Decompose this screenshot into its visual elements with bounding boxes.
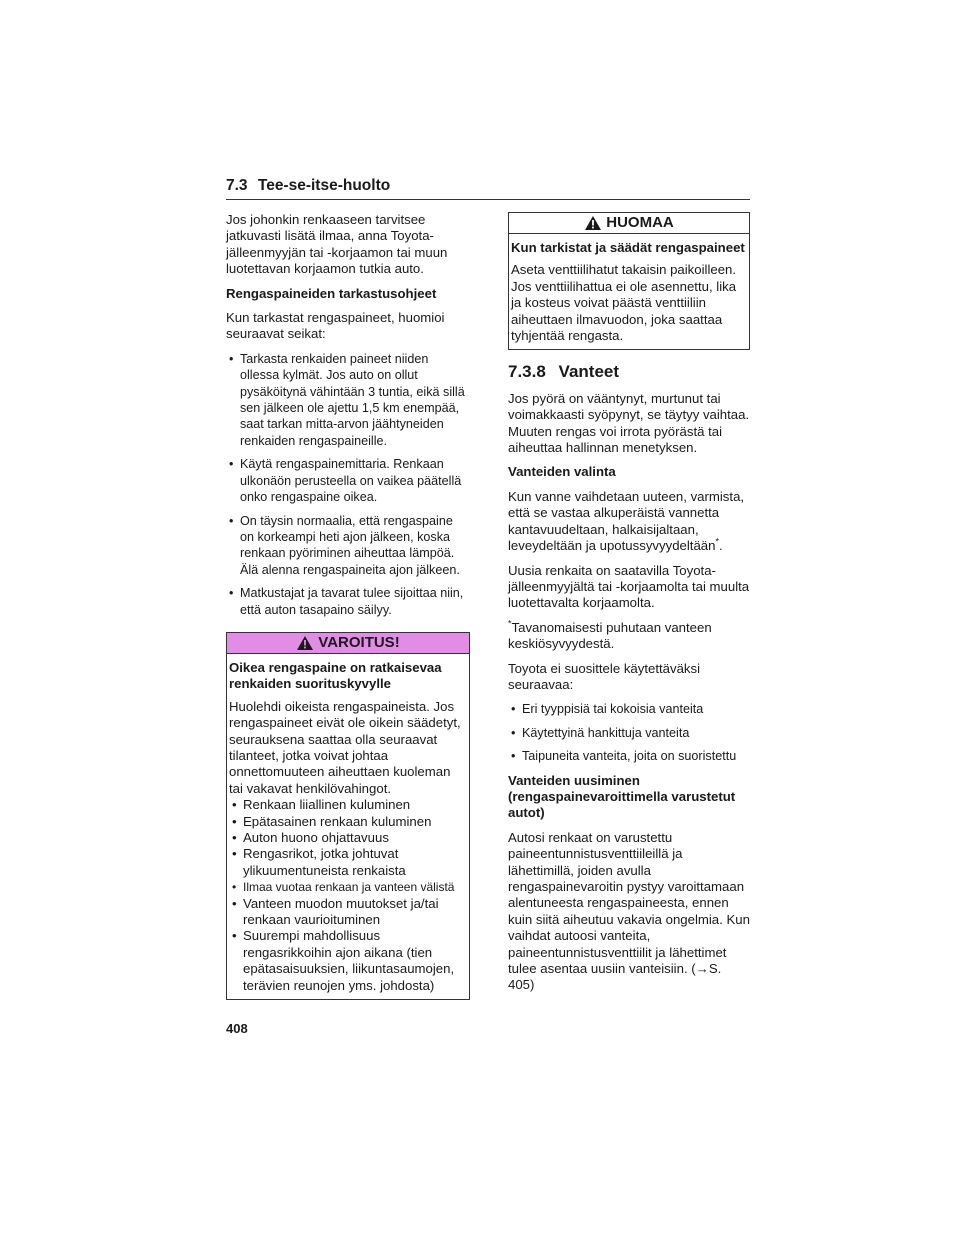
select-paragraph — [508, 489, 750, 555]
chapter-title: Tee-se-itse-huolto — [257, 177, 391, 194]
caution-heading: Kun tarkistat ja säädät rengaspaineet — [511, 240, 745, 255]
checks-list — [226, 351, 470, 618]
section-title — [508, 364, 750, 380]
right-column — [508, 212, 750, 1002]
footnote — [508, 620, 750, 653]
not-recommended-intro: Toyota ei suosittele käytettäväksi seuraavaa: — [508, 660, 701, 692]
warning-box — [226, 632, 470, 1000]
page-number: 408 — [226, 1021, 248, 1036]
caution-label: HUOMAA — [606, 213, 674, 231]
warning-triangle-icon — [296, 635, 314, 651]
list-item: • Matkustajat ja tavarat tulee sijoittaa niin, että auton tasapaino säilyy. — [226, 585, 470, 618]
period: . — [719, 538, 723, 554]
checks-heading: Rengaspaineiden tarkastusohjeet — [226, 285, 437, 301]
list-item: • Epätasainen renkaan kuluminen — [229, 814, 465, 830]
replace-heading: Vanteiden uusiminen (rengaspainevaroittimella varustetut autot) — [508, 772, 736, 821]
footnote-mark: * — [715, 536, 719, 547]
list-item: • Renkaan liiallinen kuluminen — [229, 797, 465, 813]
page-reference-link[interactable]: S. 405 — [508, 961, 722, 993]
arrow-icon: → — [695, 961, 709, 977]
warning-text: Huolehdi oikeista rengaspaineista. Jos rengaspaineet eivät ole oikein säädetyt, seurauksena saattaa olla seuraavat tilanteet, jotka voivat johtaa onnettomuuteen aiheuttaen kuoleman tai vakavat henkilövahingot. — [229, 698, 461, 796]
list-item: • Taipuneita vanteita, joita on suoristettu — [508, 748, 750, 764]
warning-list — [229, 797, 465, 994]
list-item: • Tarkasta renkaiden paineet niiden ollessa kylmät. Jos auto on ollut pysäköitynä vähintään 3 tuntia, eikä sillä sen jälkeen ole ajettu 1,5 km enempää, saat tarkan mitta-arvon jäähtyneiden renkaiden rengaspaineille. — [226, 351, 470, 449]
ref-close: ) — [530, 977, 535, 993]
list-item: • Ilmaa vuotaa renkaan ja vanteen välistä — [229, 879, 465, 895]
not-recommended-list — [508, 701, 750, 764]
caution-box — [508, 212, 750, 350]
list-item: • Eri tyyppisiä tai kokoisia vanteita — [508, 701, 750, 717]
wheels-paragraph: Jos pyörä on vääntynyt, murtunut tai voimakkaasti syöpynyt, se täytyy vaihtaa. Muuten rengas voi irrota pyörästä tai aiheuttaa hallinnan menetyksen. — [508, 390, 750, 456]
warning-heading: Oikea rengaspaine on ratkaisevaa renkaiden suorituskyvylle — [229, 659, 442, 692]
replace-paragraph — [508, 830, 750, 994]
warning-triangle-icon — [584, 215, 602, 231]
footnote-mark: * — [508, 618, 512, 629]
left-column — [226, 212, 470, 1000]
caution-text: Aseta venttiilihatut takaisin paikoilleen. Jos venttiilihattua ei ole asennettu, lika ja kosteus voivat päästä venttiiliin aiheuttaen ilmavuodon, joka saattaa tyhjentää rengasta. — [511, 262, 737, 344]
list-item: • Rengasrikot, jotka johtuvat ylikuumentuneista renkaista — [229, 846, 465, 879]
list-item: • Vanteen muodon muutokset ja/tai renkaan vaurioituminen — [229, 896, 465, 929]
new-wheels-paragraph: Uusia renkaita on saatavilla Toyota-jälleenmyyjältä tai -korjaamolta tai muulta luotettavalta korjaamolta. — [508, 562, 750, 611]
list-item: • On täysin normaalia, että rengaspaine on korkeampi heti ajon jälkeen, koska renkaan pyöriminen aiheuttaa lämpöä. Älä alenna rengaspaineita ajon jälkeen. — [226, 513, 470, 579]
section-title-text: Vanteet — [558, 362, 620, 382]
replace-text: Autosi renkaat on varustettu paineentunnistusventtiileillä ja lähettimillä, joiden avulla rengaspainevaroitin pystyy varoittamaan alentuneesta rengaspaineesta, ennen kuin siitä aiheutuu vakavia ongelmia. Kun vaihdat autoosi vanteita, paineentunnistusventtiilit ja lähettimet tulee asentaa uusiin vanteisiin. ( — [508, 829, 750, 977]
footnote-text: Tavanomaisesti puhutaan vanteen keskiösyvyydestä. — [508, 619, 712, 652]
list-item: • Käytä rengaspainemittaria. Renkaan ulkonäön perusteella on vaikea päätellä onko rengaspaine oikea. — [226, 456, 470, 505]
chapter-number: 7.3 — [226, 177, 248, 194]
warning-header — [227, 633, 469, 654]
list-item: • Auton huono ohjattavuus — [229, 830, 465, 846]
select-text: Kun vanne vaihdetaan uuteen, varmista, että se vastaa alkuperäistä vannetta kantavuudeltaan, halkaisijaltaan, leveydeltään ja upotussyvyydeltään — [508, 488, 745, 554]
section-number: 7.3.8 — [508, 362, 546, 382]
list-item: • Käytettyinä hankittuja vanteita — [508, 725, 750, 741]
page-header — [226, 177, 750, 200]
list-item: • Suurempi mahdollisuus rengasrikkoihin ajon aikana (tien epätasaisuuksien, liikuntasaumojen, terävien reunojen yms. johdosta) — [229, 928, 465, 994]
intro-paragraph: Jos johonkin renkaaseen tarvitsee jatkuvasti lisätä ilmaa, anna Toyota-jälleenmyyjän tai -korjaamon tai muun luotettavan korjaamon tutkia auto. — [226, 212, 448, 277]
caution-header — [509, 213, 749, 234]
checks-intro: Kun tarkastat rengaspaineet, huomioi seuraavat seikat: — [226, 310, 445, 342]
warning-label: VAROITUS! — [318, 633, 400, 651]
select-heading: Vanteiden valinta — [508, 464, 616, 480]
